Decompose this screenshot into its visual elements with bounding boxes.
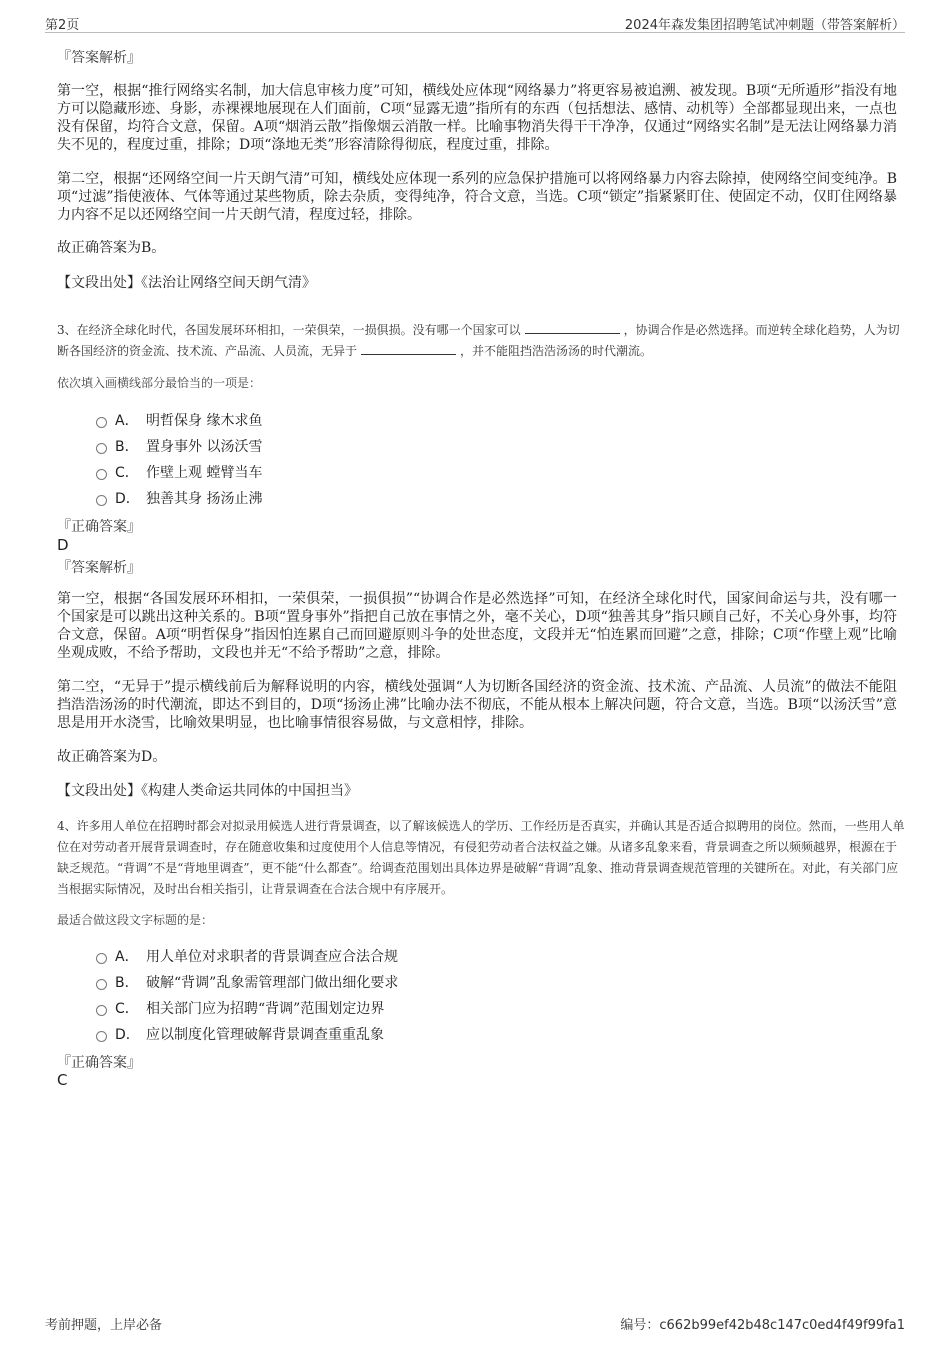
q3-analysis-label: 『答案解析』 — [57, 560, 141, 576]
q3-blank-1 — [525, 321, 620, 334]
q4-answer: C — [57, 1071, 68, 1089]
radio-icon[interactable] — [96, 417, 107, 428]
q3-question-text: 3、在经济全球化时代，各国发展环环相扣，一荣俱荣，一损俱损。没有哪一个国家可以 ，协调合作是必然选择。而逆转全球化趋势，人为切断各国经济的资金流、技术流、产品流、人员流，无异于 ，并不能阻挡浩浩汤汤的时代潮流。 — [57, 323, 900, 358]
q3-answer: D — [57, 536, 69, 554]
q4-option-c[interactable]: C． 相关部门应为招聘“背调”范围划定边界 — [96, 998, 384, 1018]
radio-icon[interactable] — [96, 1031, 107, 1042]
q4-correct-label: 『正确答案』 — [57, 1055, 141, 1071]
q3-option-a[interactable]: A． 明哲保身 缘木求鱼 — [96, 410, 262, 430]
q4-question-text: 4、许多用人单位在招聘时都会对拟录用候选人进行背景调查，以了解该候选人的学历、工作经历是否真实，并确认其是否适合拟聘用的岗位。然而，一些用人单位在对劳动者开展背景调查时，存在随意收集和过度使用个人信息等情况，有侵犯劳动者合法权益之嫌。从诸多乱象来看，背景调查之所以频频越界，根源在于缺乏规范。“背调”不是“背地里调查”，更不能“什么都查”。给调查范围划出具体边界是破解“背调”乱象、推动背景调查规范管理的关键所在。对此，有关部门应当根据实际情况，及时出台相关指引，让背景调查在合法合规中有序展开。 — [57, 819, 905, 896]
q3-source: 【文段出处】《构建人类命运共同体的中国担当》 — [57, 783, 358, 799]
q3-prompt: 依次填入画横线部分最恰当的一项是： — [57, 376, 262, 390]
footer-serial: 编号：c662b99ef42b48c147c0ed4f49f99fa1 — [620, 1318, 905, 1333]
q3-analysis-para-1: 第一空，根据“各国发展环环相扣，一荣俱荣，一损俱损”“协调合作是必然选择”可知，在经济全球化时代，国家间命运与共，没有哪一个国家是可以跳出这种关系的。B项“置身事外”指把自己放在事情之外，毫不关心，D项“独善其身”指只顾自己好，不关心身外事，均符合文意，保留。A项“明哲保身”指因怕连累自己而回避原则斗争的处世态度，文段并无“怕连累而回避”之意，排除；C项“作壁上观”比喻坐观成败，不给予帮助，文段也并无“不给予帮助”之意，排除。 — [57, 591, 897, 661]
footer-slogan: 考前押题，上岸必备 — [45, 1318, 163, 1333]
q4-prompt: 最适合做这段文字标题的是： — [57, 913, 214, 927]
q4-option-a[interactable]: A． 用人单位对求职者的背景调查应合法合规 — [96, 946, 398, 966]
q3-correct-label: 『正确答案』 — [57, 519, 141, 535]
q3-analysis-para-2: 第二空，“无异于”提示横线前后为解释说明的内容，横线处强调“人为切断各国经济的资金流、技术流、产品流、人员流”的做法不能阻挡浩浩汤汤的时代潮流，即达不到目的，D项“扬汤止沸”比喻办法不彻底，不能从根本上解决问题，符合文意，当选。B项“以汤沃雪”意思是用开水浇雪，比喻效果明显，也比喻事情很容易做，与文意相悖，排除。 — [57, 679, 897, 731]
header-divider — [45, 32, 905, 33]
q3-option-d[interactable]: D． 独善其身 扬汤止沸 — [96, 488, 262, 508]
radio-icon[interactable] — [96, 495, 107, 506]
radio-icon[interactable] — [96, 469, 107, 480]
q2-conclusion: 故正确答案为B。 — [57, 240, 166, 256]
radio-icon[interactable] — [96, 1005, 107, 1016]
radio-icon[interactable] — [96, 979, 107, 990]
radio-icon[interactable] — [96, 443, 107, 454]
q3-blank-2 — [361, 342, 456, 355]
q3-conclusion: 故正确答案为D。 — [57, 749, 167, 765]
q4-option-d[interactable]: D． 应以制度化管理破解背景调查重重乱象 — [96, 1024, 384, 1044]
q2-analysis-para-1: 第一空，根据“推行网络实名制，加大信息审核力度”可知，横线处应体现“网络暴力”将更容易被追溯、被发现。B项“无所遁形”指没有地方可以隐藏形迹、身影，赤裸裸地展现在人们面前，C项“显露无遗”指所有的东西（包括想法、感情、动机等）全部都显现出来，一点也没有保留，均符合文意，保留。A项“烟消云散”指像烟云消散一样。比喻事物消失得干干净净，仅通过“网络实名制”是无法让网络暴力消失不见的，程度过重，排除；D项“涤地无类”形容清除得彻底，程度过重，排除。 — [57, 83, 897, 153]
q2-analysis-label: 『答案解析』 — [57, 50, 141, 66]
q2-analysis-para-2: 第二空，根据“还网络空间一片天朗气清”可知，横线处应体现一系列的应急保护措施可以将网络暴力内容去除掉，使网络空间变纯净。B项“过滤”指使液体、气体等通过某些物质，除去杂质，变得纯净，符合文意，当选。C项“锁定”指紧紧盯住、使固定不动，仅盯住网络暴力内容不足以还网络空间一片天朗气清，程度过轻，排除。 — [57, 171, 897, 223]
q3-option-b[interactable]: B． 置身事外 以汤沃雪 — [96, 436, 262, 456]
q2-source: 【文段出处】《法治让网络空间天朗气清》 — [57, 275, 316, 291]
radio-icon[interactable] — [96, 953, 107, 964]
q3-option-c[interactable]: C． 作壁上观 螳臂当车 — [96, 462, 262, 482]
document-title: 2024年森发集团招聘笔试冲刺题（带答案解析） — [624, 18, 905, 33]
q4-option-b[interactable]: B． 破解“背调”乱象需管理部门做出细化要求 — [96, 972, 398, 992]
page-number: 第2页 — [45, 18, 80, 33]
